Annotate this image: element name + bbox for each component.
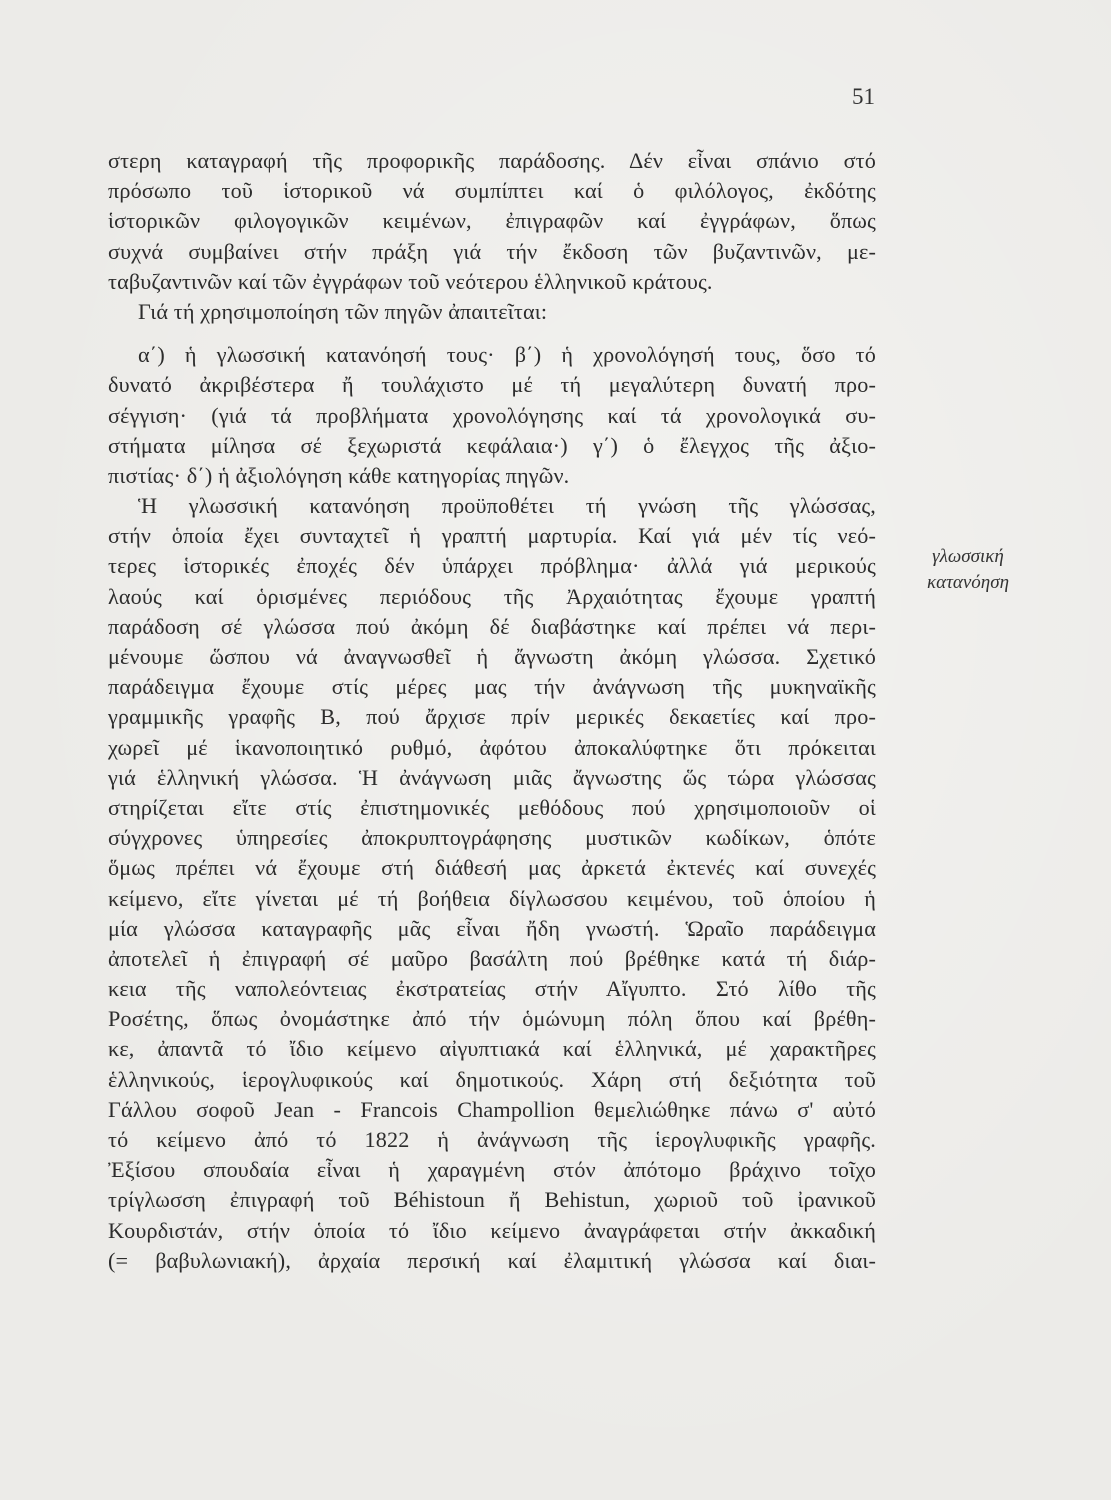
margin-note-line: κατανόηση (926, 572, 1010, 593)
text-line: μία γλώσσα καταγραφῆς μᾶς εἶναι ἤδη γνωστή. Ὡραῖο παράδειγμα (108, 915, 876, 941)
text-line: ἱστορικῶν φιλογογικῶν κειμένων, ἐπιγραφῶν καί ἐγγράφων, ὅπως (108, 208, 876, 234)
text-line: σέγγιση· (γιά τά προβλήματα χρονολόγησης καί τά χρονολογικά συ- (108, 402, 876, 428)
text-line: παράδοση σέ γλώσσα πού ἀκόμη δέ διαβάστηκε καί πρέπει νά περι- (108, 613, 876, 639)
text-line: Ἡ γλωσσική κατανόηση προϋποθέτει τή γνώση τῆς γλώσσας, (138, 493, 876, 519)
text-line: συχνά συμβαίνει στήν πράξη γιά τήν ἔκδοση τῶν βυζαντινῶν, με- (108, 238, 876, 264)
text-line: στήματα μίλησα σέ ξεχωριστά κεφάλαια·) γ΄) ὁ ἔλεγχος τῆς ἀξιο- (108, 432, 876, 458)
body-text (108, 146, 876, 1276)
text-line: κεια τῆς ναπολεόντειας ἐκστρατείας στήν Αἴγυπτο. Στό λίθο τῆς (108, 976, 876, 1002)
text-line: γιά ἑλληνική γλώσσα. Ἡ ἀνάγνωση μιᾶς ἄγνωστης ὥς τώρα γλώσσας (108, 764, 876, 790)
text-line: σύγχρονες ὑπηρεσίες ἀποκρυπτογράφησης μυστικῶν κωδίκων, ὁπότε (108, 825, 876, 851)
text-line: τό κείμενο ἀπό τό 1822 ἡ ἀνάγνωση τῆς ἱερογλυφικῆς γραφῆς. (108, 1127, 876, 1152)
paragraph-gap (108, 327, 876, 340)
text-line: στήν ὁποία ἔχει συνταχτεῖ ἡ γραπτή μαρτυρία. Καί γιά μέν τίς νεό- (108, 523, 876, 549)
text-line: λαούς καί ὁρισμένες περιόδους τῆς Ἀρχαιότητας ἔχουμε γραπτή (108, 583, 876, 609)
text-line: ἀποτελεῖ ἡ ἐπιγραφή σέ μαῦρο βασάλτη πού βρέθηκε κατά τή διάρ- (108, 945, 876, 971)
text-line: παράδειγμα ἔχουμε στίς μέρες μας τήν ἀνάγνωση τῆς μυκηναϊκῆς (108, 674, 876, 700)
text-line: Κουρδιστάν, στήν ὁποία τό ἴδιο κείμενο ἀναγράφεται στήν ἀκκαδική (108, 1217, 876, 1243)
text-line: α΄) ἡ γλωσσική κατανόησή τους· β΄) ἡ χρονολόγησή τους, ὅσο τό (138, 342, 876, 368)
text-line: Ροσέτης, ὅπως ὀνομάστηκε ἀπό τήν ὁμώνυμη πόλη ὅπου καί βρέθη- (108, 1006, 876, 1032)
text-line: στηρίζεται εἴτε στίς ἐπιστημονικές μεθόδους πού χρησιμοποιοῦν οἱ (108, 794, 876, 820)
text-line: γραμμικῆς γραφῆς Β, πού ἄρχισε πρίν μερικές δεκαετίες καί προ- (108, 704, 876, 730)
text-line: (= βαβυλωνιακή), ἀρχαία περσική καί ἐλαμιτική γλώσσα καί διαι- (108, 1247, 876, 1273)
text-line: ταβυζαντινῶν καί τῶν ἐγγράφων τοῦ νεότερου ἑλληνικοῦ κράτους. (108, 268, 713, 294)
text-line: πρόσωπο τοῦ ἱστορικοῦ νά συμπίπτει καί ὁ φιλόλογος, ἐκδότης (108, 178, 876, 204)
text-line: χωρεῖ μέ ἱκανοποιητικό ρυθμό, ἀφότου ἀποκαλύφτηκε ὅτι πρόκειται (108, 734, 876, 760)
text-line: κείμενο, εἴτε γίνεται μέ τή βοήθεια δίγλωσσου κειμένου, τοῦ ὁποίου ἡ (108, 885, 876, 911)
text-line: μένουμε ὥσπου νά ἀναγνωσθεῖ ἡ ἄγνωστη ἀκόμη γλώσσα. Σχετικό (108, 644, 876, 669)
text-line: Ἐξίσου σπουδαία εἶναι ἡ χαραγμένη στόν ἀπότομο βράχινο τοῖχο (108, 1157, 876, 1183)
text-line: Γιά τή χρησιμοποίηση τῶν πηγῶν ἀπαιτεῖται: (138, 298, 548, 324)
margin-note (898, 544, 1038, 596)
text-line: Γάλλου σοφοῦ Jean - Francois Champollion θεμελιώθηκε πάνω σ' αὐτό (108, 1096, 876, 1122)
text-line: ὅμως πρέπει νά ἔχουμε στή διάθεσή μας ἀρκετά ἐκτενές καί συνεχές (108, 855, 876, 881)
text-line: στερη καταγραφή τῆς προφορικῆς παράδοσης. Δέν εἶναι σπάνιο στό (108, 148, 876, 173)
text-line: κε, ἀπαντᾶ τό ἴδιο κείμενο αἰγυπτιακά καί ἑλληνικά, μέ χαρακτῆρες (108, 1036, 876, 1062)
text-line: δυνατό ἀκριβέστερα ἤ τουλάχιστο μέ τή μεγαλύτερη δυνατή προ- (108, 372, 876, 398)
text-line: τερες ἱστορικές ἐποχές δέν ὑπάρχει πρόβλημα· ἀλλά γιά μερικούς (108, 553, 876, 579)
text-line: ἑλληνικούς, ἱερογλυφικούς καί δημοτικούς. Χάρη στή δεξιότητα τοῦ (108, 1066, 876, 1092)
text-line: τρίγλωσση ἐπιγραφή τοῦ Béhistoun ἤ Behistun, χωριοῦ τοῦ ἰρανικοῦ (108, 1187, 876, 1213)
text-line: πιστίας· δ΄) ἡ ἀξιολόγηση κάθε κατηγορίας πηγῶν. (108, 462, 570, 488)
page-number: 51 (852, 84, 875, 109)
margin-note-line: γλωσσική (932, 546, 1004, 567)
